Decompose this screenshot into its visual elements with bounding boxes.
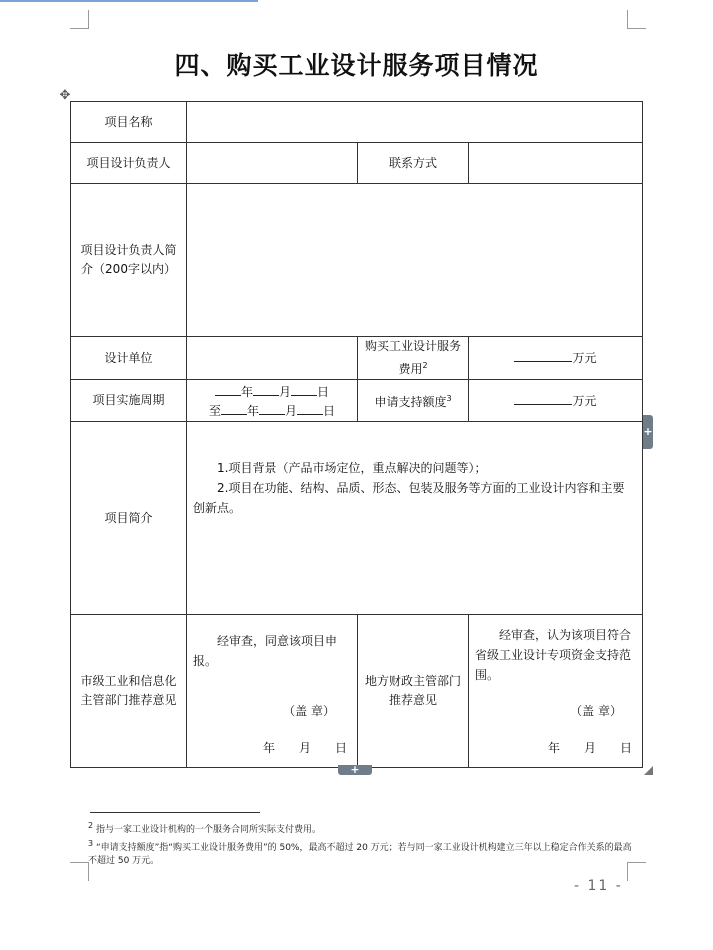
lead-bio-field[interactable] xyxy=(187,184,643,337)
city-opinion-text: 经审查，同意该项目申报。 xyxy=(193,634,338,668)
city-opinion-field[interactable] xyxy=(187,615,358,768)
resize-corner-icon[interactable] xyxy=(644,766,653,775)
design-lead-field[interactable] xyxy=(187,143,358,184)
add-row-plus-icon[interactable]: + xyxy=(338,765,372,775)
city-date: 年 月 日 xyxy=(262,741,347,755)
design-unit-field[interactable] xyxy=(187,337,358,380)
finance-seal: （盖 章） xyxy=(570,704,622,718)
finance-dept-label: 地方财政主管部门推荐意见 xyxy=(358,615,469,768)
page-number: - 11 - xyxy=(574,878,623,894)
contact-label: 联系方式 xyxy=(358,143,469,184)
support-label-text: 申请支持额度 xyxy=(374,395,447,409)
end-year-unit: 年 xyxy=(246,403,259,418)
start-month-blank[interactable] xyxy=(253,382,279,396)
footnote-2-text: 指与一家工业设计机构的一个服务合同所实际支付费用。 xyxy=(95,825,321,835)
footnote-3-mark: 3 xyxy=(88,839,94,848)
footnote-3 xyxy=(88,837,633,868)
end-day-blank[interactable] xyxy=(297,401,323,415)
top-accent-line xyxy=(0,0,258,2)
fee-blank[interactable] xyxy=(514,348,572,362)
project-name-label: 项目名称 xyxy=(71,102,187,143)
footnote-2 xyxy=(88,819,633,837)
intro-field[interactable] xyxy=(187,422,643,615)
add-column-plus-icon[interactable]: + xyxy=(643,415,653,449)
footnote-ref-3: 3 xyxy=(446,394,452,403)
design-unit-label: 设计单位 xyxy=(71,337,187,380)
crop-mark-top-right xyxy=(627,10,646,29)
support-field[interactable] xyxy=(469,380,643,422)
design-lead-label: 项目设计负责人 xyxy=(71,143,187,184)
end-year-blank[interactable] xyxy=(221,401,247,415)
period-to: 至 xyxy=(208,403,221,418)
end-month-unit: 月 xyxy=(285,403,298,418)
finance-opinion-field[interactable] xyxy=(469,615,643,768)
footnotes xyxy=(88,819,633,868)
lead-bio-label: 项目设计负责人简介（200字以内） xyxy=(71,184,187,337)
start-month-unit: 月 xyxy=(278,384,291,399)
intro-label: 项目简介 xyxy=(71,422,187,615)
footnote-separator xyxy=(90,812,260,813)
support-blank[interactable] xyxy=(514,391,572,405)
support-label xyxy=(358,380,469,422)
crop-mark-bottom-left xyxy=(70,862,89,881)
period-field[interactable] xyxy=(187,380,358,422)
footnote-3-text: “申请支持额度”指“购买工业设计服务费用”的 50%，最高不超过 20 万元；若与同一家工业设计机构建立三年以上稳定合作关系的最高不超过 50 万元。 xyxy=(88,843,632,866)
move-cross-icon[interactable]: ✥ xyxy=(59,88,71,103)
intro-item-1: 1.项目背景（产品市场定位，重点解决的问题等）； xyxy=(217,461,487,475)
city-seal: （盖 章） xyxy=(283,704,335,718)
project-name-field[interactable] xyxy=(187,102,643,143)
end-month-blank[interactable] xyxy=(259,401,285,415)
start-year-blank[interactable] xyxy=(215,382,241,396)
project-info-table xyxy=(70,101,643,768)
start-day-blank[interactable] xyxy=(291,382,317,396)
page-title: 四、购买工业设计服务项目情况 xyxy=(174,51,539,80)
intro-item-2: 2.项目在功能、结构、品质、形态、包装及服务等方面的工业设计内容和主要创新点。 xyxy=(193,481,625,515)
contact-field[interactable] xyxy=(469,143,643,184)
period-start xyxy=(191,382,353,401)
finance-opinion-text: 经审查，认为该项目符合省级工业设计专项资金支持范围。 xyxy=(475,628,632,682)
start-day-unit: 日 xyxy=(317,384,330,399)
support-unit: 万元 xyxy=(572,393,597,408)
period-end xyxy=(191,401,353,420)
service-fee-field[interactable] xyxy=(469,337,643,380)
footnote-ref-2: 2 xyxy=(422,361,428,370)
footnote-2-mark: 2 xyxy=(88,821,94,830)
city-dept-label: 市级工业和信息化主管部门推荐意见 xyxy=(71,615,187,768)
finance-date: 年 月 日 xyxy=(547,741,632,755)
service-fee-label xyxy=(358,337,469,380)
start-year-unit: 年 xyxy=(240,384,253,399)
service-fee-label-text: 购买工业设计服务费用 xyxy=(364,339,461,376)
period-label: 项目实施周期 xyxy=(71,380,187,422)
fee-unit: 万元 xyxy=(572,351,597,365)
crop-mark-top-left xyxy=(70,10,89,29)
end-day-unit: 日 xyxy=(323,403,336,418)
